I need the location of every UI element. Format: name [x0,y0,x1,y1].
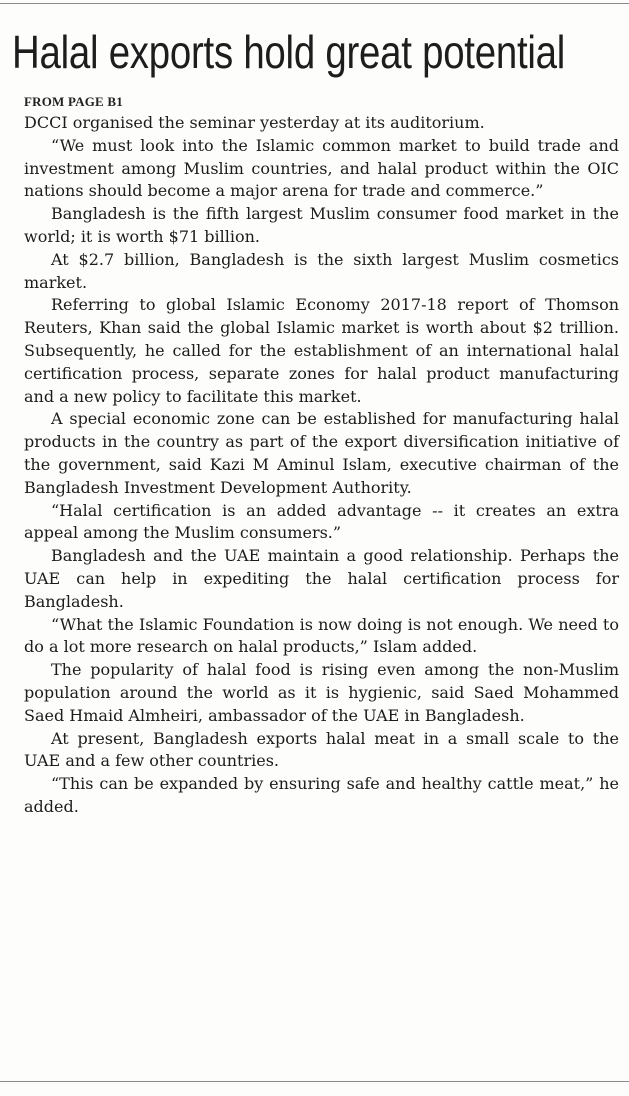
paragraph: “What the Islamic Foundation is now doing is not enough. We need to do a lot more research on halal products,” Islam added. [24,614,619,657]
bottom-rule [0,1081,629,1082]
article-body [24,112,619,819]
paragraph: The popularity of halal food is rising even among the non-Muslim population around the world as it is hygienic, said Saed Mohammed Saed Hmaid Almheiri, ambassador of the UAE in Bangladesh. [24,660,619,725]
paragraph: DCCI organised the seminar yesterday at its auditorium. [24,113,485,132]
from-page-label: FROM PAGE B1 [24,94,123,109]
paragraph: “We must look into the Islamic common market to build trade and investment among Muslim countries, and halal product within the OIC nations should become a major arena for trade and commerce.” [24,135,619,201]
paragraph: “This can be expanded by ensuring safe and healthy cattle meat,” he added. [24,774,619,816]
paragraph: Bangladesh is the fifth largest Muslim consumer food market in the world; it is worth $71 billion. [24,204,619,246]
paragraph: At present, Bangladesh exports halal meat in a small scale to the UAE and a few other countries. [24,728,619,771]
top-rule [0,3,629,4]
paragraph: Bangladesh and the UAE maintain a good relationship. Perhaps the UAE can help in expediting the halal certification process for Bangladesh. [24,546,619,611]
headline: Halal exports hold great potential [12,26,566,78]
paragraph: “Halal certification is an added advantage -- it creates an extra appeal among the Muslim consumers.” [24,500,619,543]
paragraph: A special economic zone can be established for manufacturing halal products in the country as part of the export diversification initiative of the government, said Kazi M Aminul Islam, executive chairman of the Bangladesh Investment Development Authority. [24,409,619,497]
paragraph: Referring to global Islamic Economy 2017-18 report of Thomson Reuters, Khan said the global Islamic market is worth about $2 trillion. Subsequently, he called for the establishment of an international halal certification process, separate zones for halal product manufacturing and a new policy to facilitate this market. [24,295,619,406]
paragraph: At $2.7 billion, Bangladesh is the sixth largest Muslim cosmetics market. [24,249,619,292]
